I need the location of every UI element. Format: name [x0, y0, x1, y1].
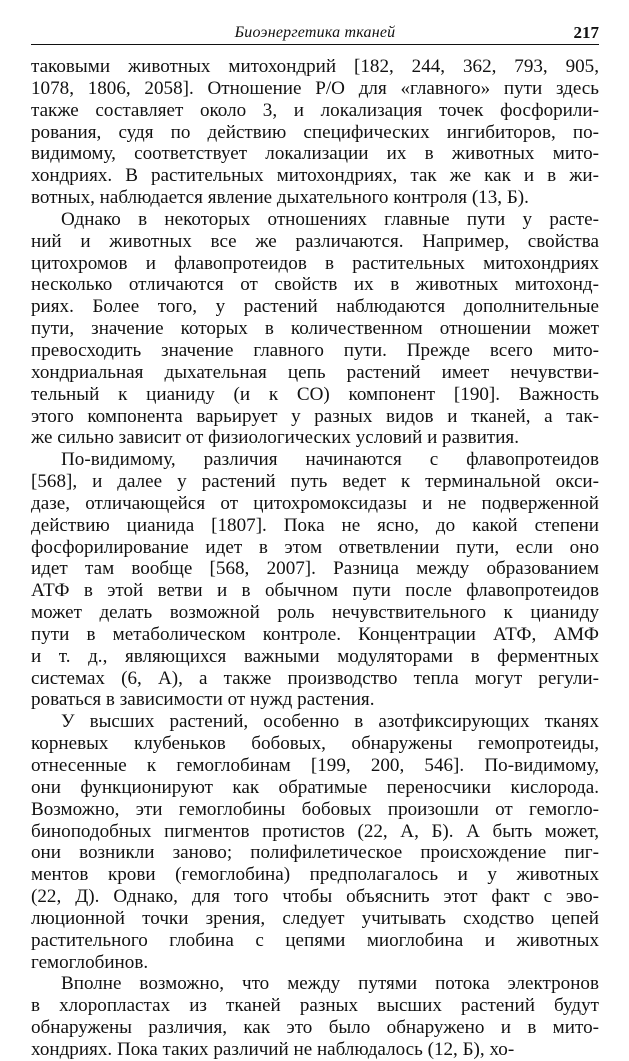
body-text: [31, 56, 599, 1061]
text-line: Вполне возможно, что между путями потока электронов: [61, 973, 599, 995]
text-line: этого компонента варьирует у разных видов и тканей, а так-: [31, 405, 599, 427]
text-line: бинoподобных пигментов протистов (22, А, Б). А быть может,: [31, 820, 599, 842]
text-line: хондриях. Пока таких различий не наблюдалось (12, Б), хо-: [31, 1038, 515, 1060]
text-line: превосходить значение главного пути. Прежде всего мито-: [31, 339, 599, 361]
paragraph: [31, 973, 599, 1060]
text-line: системах (6, А), а также производство тепла могут регули-: [31, 667, 599, 689]
text-line: Возможно, эти гемоглобины бобовых произошли от гемогло-: [31, 798, 599, 820]
text-line: они возникли заново; полифилетическое происхождение пиг-: [31, 842, 599, 864]
text-line: ментов крови (гемоглобина) предполагалось и у животных: [31, 864, 599, 886]
text-line: обнаружены различия, как это было обнаружено и в мито-: [31, 1017, 599, 1039]
text-line: отнесенные к гемоглобинам [199, 200, 546]. По-видимому,: [31, 755, 599, 776]
text-line: хондриях. В растительных митохондриях, так же как и в жи-: [31, 165, 599, 187]
text-line: несколько отличаются от свойств их в животных митохонд-: [31, 274, 599, 296]
text-line: они функционируют как обратимые переносчики кислорода.: [31, 776, 599, 798]
text-line: идет там вообще [568, 2007]. Разница между образованием: [31, 558, 599, 580]
text-line: По-видимому, различия начинаются с флавопротеидов: [61, 449, 599, 471]
text-line: также составляет около 3, и локализация точек фосфорили-: [31, 99, 599, 121]
book-page: [31, 22, 599, 1061]
text-line: люционной точки зрения, следует учитывать сходство цепей: [31, 907, 599, 929]
text-line: [568], и далее у растений путь ведет к терминальной окси-: [31, 471, 599, 493]
paragraph: [31, 711, 599, 973]
text-line: ний и животных все же различаются. Например, свойства: [31, 230, 599, 252]
text-line: Однако в некоторых отношениях главные пути у расте-: [61, 208, 599, 230]
text-line: хондриальная дыхательная цепь растений имеет нечувстви-: [31, 361, 599, 383]
text-line: фосфорилирование идет в этом ответвлении пути, если оно: [31, 536, 599, 558]
text-line: У высших растений, особенно в азотфиксирующих тканях: [61, 711, 599, 733]
text-line: видимому, соответствует локализации их в животных мито-: [31, 143, 599, 165]
paragraph: [31, 209, 599, 449]
text-line: гемоглобинов.: [31, 951, 149, 973]
text-line: и т. д., являющихся важными модуляторами в ферментных: [31, 645, 599, 667]
text-line: растительного глобина с цепями миоглобина и животных: [31, 929, 599, 951]
running-header: [31, 22, 599, 45]
paragraph: [31, 449, 599, 711]
text-line: 1078, 1806, 2058]. Отношение P/O для «главного» пути здесь: [31, 77, 599, 99]
text-line: вотных, наблюдается явление дыхательного контроля (13, Б).: [31, 187, 529, 209]
text-line: тельный к цианиду (и к CO) компонент [190]. Важность: [31, 383, 599, 405]
text-line: (22, Д). Однако, для того чтобы объяснить этот факт с эво-: [31, 886, 599, 908]
text-line: действию цианида [1807]. Пока не ясно, до какой степени: [31, 514, 599, 536]
text-line: в хлоропластах из тканей разных высших растений будут: [31, 995, 599, 1017]
text-line: таковыми животных митохондрий [182, 244, 362, 793, 905,: [31, 56, 599, 77]
text-line: дазе, отличающейся от цитохромоксидазы и не подверженной: [31, 492, 599, 514]
paragraph: [31, 56, 599, 209]
text-line: цитохромов и флавопротеидов в растительных митохондриях: [31, 252, 599, 274]
text-line: риях. Более того, у растений наблюдаются дополнительные: [31, 296, 599, 318]
text-line: пути в метаболическом контроле. Концентрации АТФ, АМФ: [31, 623, 599, 645]
text-line: может делать возможной роль нечувствительного к цианиду: [31, 602, 599, 624]
text-line: роваться в зависимости от нужд растения.: [31, 689, 375, 711]
running-title: Биоэнергетика тканей: [234, 24, 396, 41]
text-line: АТФ в этой ветви и в обычном пути после флавопротеидов: [31, 580, 599, 602]
text-line: рования, судя по действию специфических ингибиторов, по-: [31, 121, 599, 143]
page-number: 217: [573, 23, 599, 42]
text-line: же сильно зависит от физиологических условий и развития.: [31, 427, 519, 449]
text-line: корневых клубеньков бобовых, обнаружены гемопротеиды,: [31, 733, 599, 755]
text-line: пути, значение которых в количественном отношении может: [31, 318, 599, 340]
